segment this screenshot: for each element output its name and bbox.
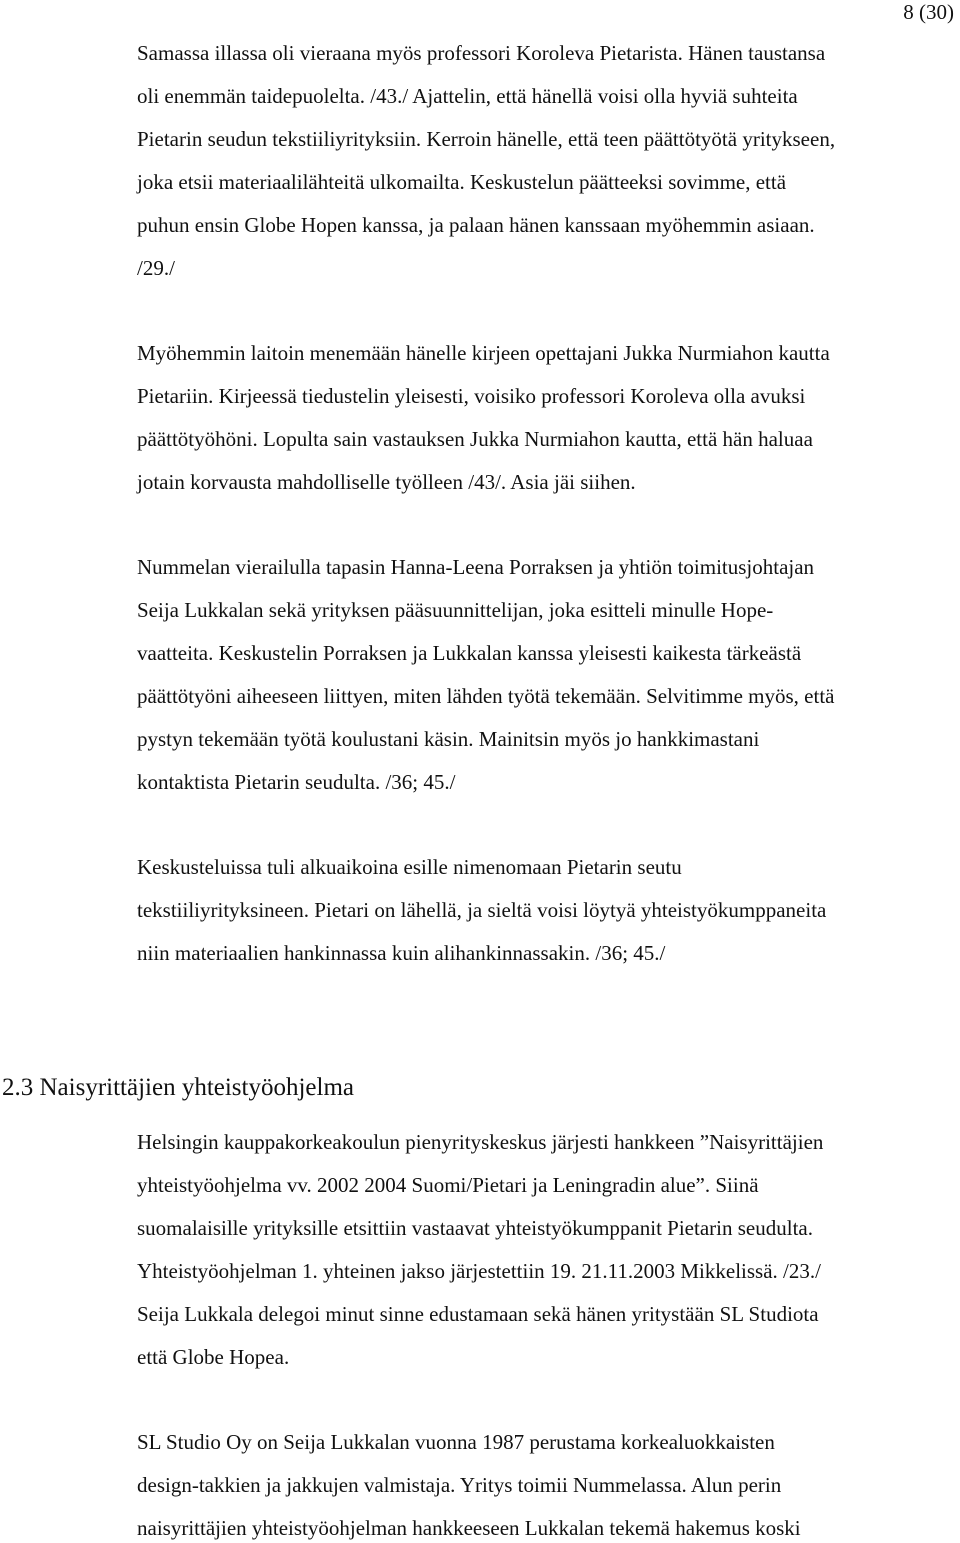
text-line: joka etsii materiaalilähteitä ulkomailta. Keskustelun päätteeksi sovimme, että — [137, 170, 787, 194]
text-line: Seija Lukkalan sekä yrityksen pääsuunnittelijan, joka esitteli minulle Hope- — [137, 598, 774, 622]
page-number: 8 (30) — [903, 0, 954, 24]
text-line: Pietariin. Kirjeessä tiedustelin yleisesti, voisiko professori Koroleva olla avuksi — [137, 384, 806, 408]
text-line: Myöhemmin laitoin menemään hänelle kirjeen opettajani Jukka Nurmiahon kautta — [137, 341, 830, 365]
text-line: yhteistyöohjelma vv. 2002 2004 Suomi/Pietari ja Leningradin alue”. Siinä — [137, 1173, 759, 1197]
text-line: oli enemmän taidepuolelta. /43./ Ajattelin, että hänellä voisi olla hyviä suhteita — [137, 84, 798, 108]
text-line: kontaktista Pietarin seudulta. /36; 45./ — [137, 770, 456, 794]
text-line: päättötyöni aiheeseen liittyen, miten lähden työtä tekemään. Selvitimme myös, että — [137, 684, 835, 708]
text-line: suomalaisille yrityksille etsittiin vastaavat yhteistyökumppanit Pietarin seudulta. — [137, 1216, 813, 1240]
text-line: että Globe Hopea. — [137, 1345, 290, 1369]
text-line: niin materiaalien hankinnassa kuin alihankinnassakin. /36; 45./ — [137, 941, 666, 965]
text-line: naisyrittäjien yhteistyöohjelman hankkeeseen Lukkalan tekemä hakemus koski — [137, 1516, 801, 1540]
text-line: Seija Lukkala delegoi minut sinne edustamaan sekä hänen yritystään SL Studiota — [137, 1302, 819, 1326]
section-heading: 2.3 Naisyrittäjien yhteistyöohjelma — [2, 1074, 355, 1101]
text-line: /29./ — [137, 256, 175, 280]
text-line: päättötyöhöni. Lopulta sain vastauksen Jukka Nurmiahon kautta, että hän haluaa — [137, 427, 813, 451]
text-line: tekstiiliyrityksineen. Pietari on lähellä, ja sieltä voisi löytyä yhteistyökumppaneita — [137, 898, 827, 922]
text-line: Helsingin kauppakorkeakoulun pienyrityskeskus järjesti hankkeen ”Naisyrittäjien — [137, 1130, 824, 1154]
text-line: Pietarin seudun tekstiiliyrityksiin. Kerroin hänelle, että teen päättötyötä yritykseen, — [137, 127, 836, 151]
text-line: pystyn tekemään työtä koulustani käsin. Mainitsin myös jo hankkimastani — [137, 727, 760, 751]
text-line: Yhteistyöohjelman 1. yhteinen jakso järjestettiin 19. 21.11.2003 Mikkelissä. /23./ — [137, 1259, 821, 1283]
text-line: design-takkien ja jakkujen valmistaja. Yritys toimii Nummelassa. Alun perin — [137, 1473, 782, 1497]
text-line: Keskusteluissa tuli alkuaikoina esille nimenomaan Pietarin seutu — [137, 855, 682, 879]
text-line: SL Studio Oy on Seija Lukkalan vuonna 1987 perustama korkealuokkaisten — [137, 1430, 775, 1454]
text-line: jotain korvausta mahdolliselle työlleen /43/. Asia jäi siihen. — [137, 470, 636, 494]
text-line: Nummelan vierailulla tapasin Hanna-Leena Porraksen ja yhtiön toimitusjohtajan — [137, 555, 815, 579]
text-line: puhun ensin Globe Hopen kanssa, ja palaan hänen kanssaan myöhemmin asiaan. — [137, 213, 815, 237]
text-line: vaatteita. Keskustelin Porraksen ja Lukkalan kanssa yleisesti kaikesta tärkeästä — [137, 641, 802, 665]
text-line: Samassa illassa oli vieraana myös professori Koroleva Pietarista. Hänen taustansa — [137, 41, 826, 65]
